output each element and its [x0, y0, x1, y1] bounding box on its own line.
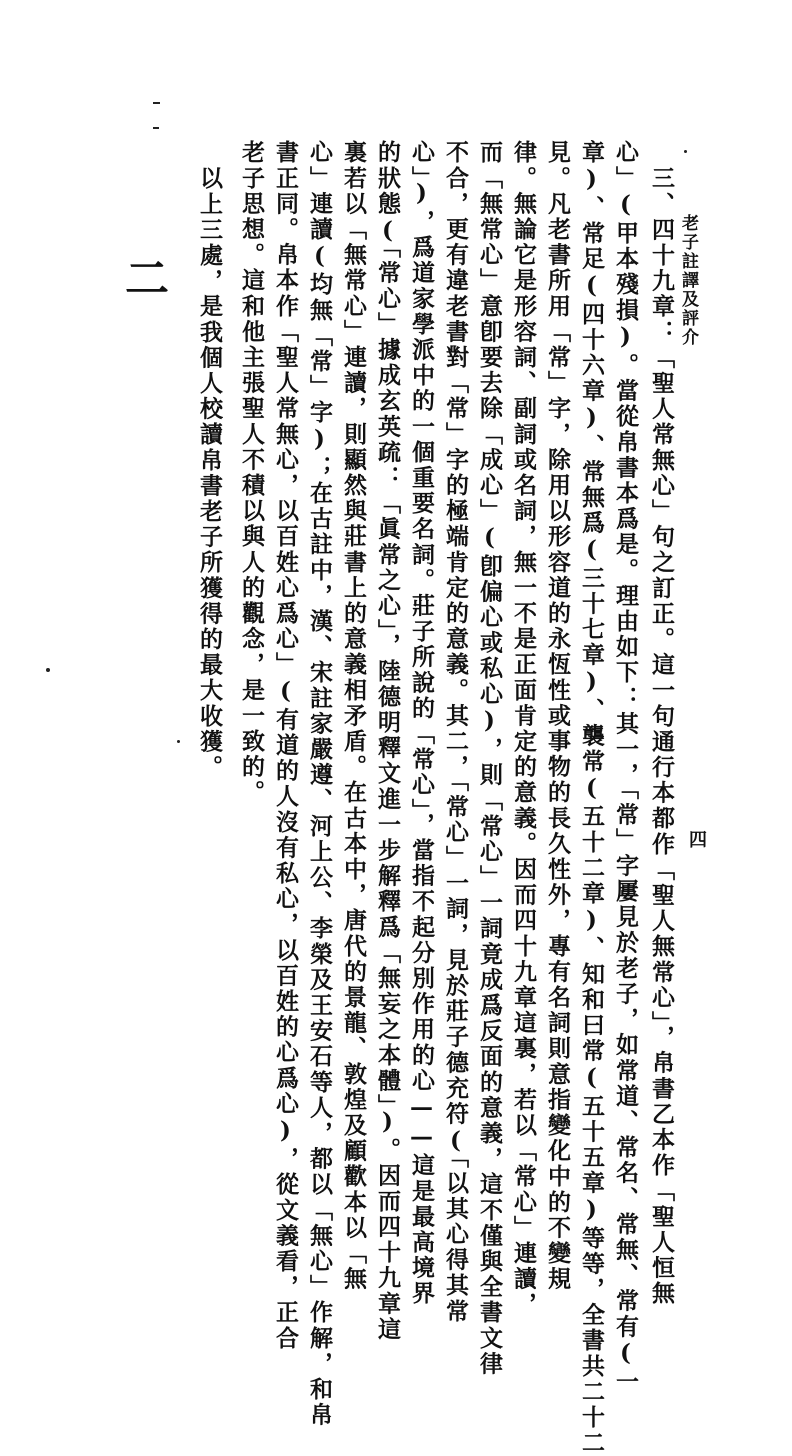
- margin-mark: [46, 668, 50, 672]
- running-title: 老子註譯及評介: [678, 214, 698, 347]
- text-column-2: 心」(甲本殘損)。當從帛書本爲是。理由如下：其一，「常」字屢見於老子，如常道、常名、常無、常有(一: [612, 140, 639, 1395]
- text-column-12: 書正同。帛本作「聖人常無心，以百姓心爲心」(有道的人沒有私心，以百姓的心爲心)，從文義看，正合: [272, 140, 299, 1352]
- text-column-14: 以上三處，是我個人校讀帛書老子所獲得的最大收獲。: [196, 166, 223, 781]
- text-column-1: 三、四十九章：「聖人常無心」句之訂正。這一句通行本都作「聖人無常心」，帛書乙本作「聖人恒無: [648, 166, 675, 1307]
- margin-mark: [153, 102, 160, 104]
- text-column-11: 心」連讀(均無「常」字)；在古註中，漢、宋註家嚴遵、河上公、李榮及王安石等人，都以「無心」作解，和帛: [306, 140, 333, 1428]
- text-column-5: 律。無論它是形容詞、副詞或名詞，無一不是正面肯定的意義。因而四十九章這裏，若以「常心」連讀，: [510, 140, 537, 1318]
- text-column-4: 見。凡老書所用「常」字，除用以形容道的永恆性或事物的長久性外，專有名詞則意指變化中的不變規: [544, 140, 571, 1292]
- text-column-10: 裏若以「無常心」連讀，則顯然與莊書上的意義相矛盾。在古本中，唐代的景龍、敦煌及顧歡本以「無: [340, 140, 367, 1292]
- section-number: 二: [117, 255, 168, 299]
- text-column-3: 章)、常足(四十六章)、常無爲(三十七章)、襲常(五十二章)、知和曰常(五十五章)等等，全書共二十二: [578, 140, 605, 1456]
- margin-mark: [153, 127, 159, 129]
- text-column-6: 而「無常心」意卽要去除「成心」(卽偏心或私心)，則「常心」一詞竟成爲反面的意義，這不僅與全書文律: [476, 140, 503, 1377]
- text-column-13: 老子思想。這和他主張聖人不積以與人的觀念，是一致的。: [238, 140, 265, 806]
- page-number: 四: [686, 830, 707, 848]
- margin-mark: [177, 740, 180, 743]
- text-column-7: 不合，更有違老書對「常」字的極端肯定的意義。其二，「常心」一詞，見於莊子德充符(「以其心得其常: [442, 140, 469, 1325]
- margin-mark: [684, 150, 687, 153]
- text-column-8: 心」)，爲道家學派中的一個重要名詞。莊子所說的「常心」，當指不起分別作用的心——這是最高境界: [408, 140, 435, 1307]
- text-column-9: 的狀態(「常心」據成玄英疏：「眞常之心」，陸德明釋文進一步解釋爲「無妄之本體」)。因而四十九章這: [374, 140, 401, 1343]
